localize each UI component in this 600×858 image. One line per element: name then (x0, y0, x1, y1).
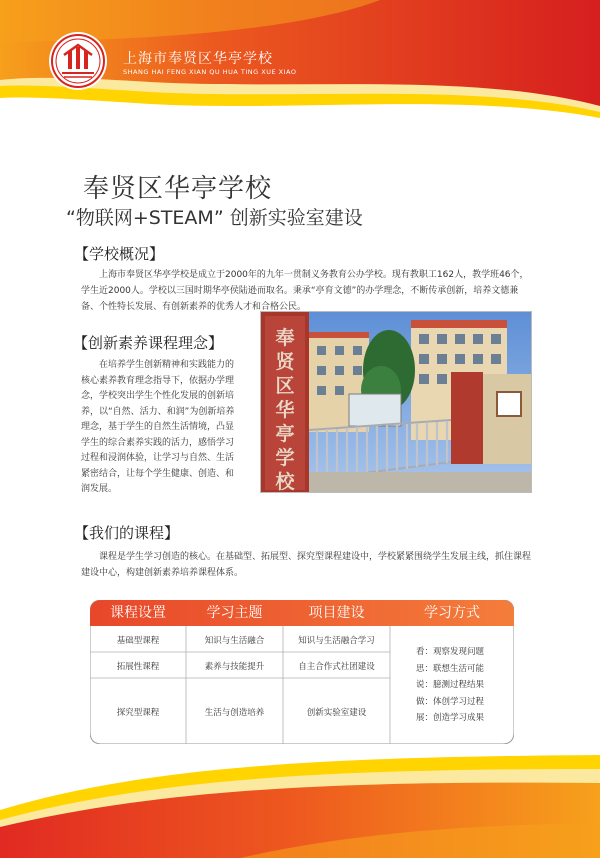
overview-text: 上海市奉贤区华亭学校是成立于2000年的九年一贯制义务教育公办学校。现有教职工162人，教学班46个，学生近2000人。学校以三国时期华亭侯陆逊而取名。秉承“亭育文德”的办学理念，不断传承创新，培养文德兼备、个性特长发展、有创新素养的优秀人才和合格公民。 (81, 270, 529, 312)
table-cell: 创新实验室建设 (306, 708, 367, 718)
gate-inscription-char: 学 (275, 447, 295, 469)
overview-heading: 【学校概况】 (74, 245, 165, 263)
table-cell: 基础型课程 (116, 636, 160, 646)
table-cell: 自主合作式社团建设 (298, 662, 375, 672)
gate-inscription-char: 校 (275, 471, 295, 493)
school-name-cn: 上海市奉贤区华亭学校 (123, 51, 273, 67)
table-header-cell: 学习方式 (424, 605, 480, 621)
learning-way-item: 看：观察发现问题 (416, 647, 485, 657)
gate-inscription-char: 华 (275, 399, 295, 421)
table-cell: 生活与创造培养 (204, 708, 265, 718)
table-header-cell: 项目建设 (308, 605, 365, 621)
school-gate-illustration (261, 312, 532, 493)
concept-text: 在培养学生创新精神和实践能力的核心素养教育理念指导下，依据办学理念，学校突出学生个性化发展的创新培养，以“自然、活力、和润”为创新培养理念，基于学生的自然生活情境，凸显学生的综合素养实践的活力，感悟学习过程和浸润体验，让学习与自然、生活紧密结合，让每个学生健康、创造、和润发展。 (81, 360, 235, 494)
school-name-en: SHANG HAI FENG XIAN QU HUA TING XUE XIAO (123, 68, 297, 76)
school-gate-photo (260, 311, 532, 493)
courses-text: 课程是学生学习创造的核心。在基础型、拓展型、探究型课程建设中，学校紧紧围绕学生发展主线，抓住课程建设中心，构建创新素养培养课程体系。 (81, 552, 532, 578)
gate-inscription-char: 区 (275, 375, 295, 397)
gate-inscription-char: 奉 (275, 327, 295, 349)
sub-title: “物联网+STEAM” 创新实验室建设 (66, 207, 363, 229)
learning-way-item: 思：联想生活可能 (416, 663, 485, 674)
table-cell: 素养与技能提升 (204, 662, 265, 672)
learning-way-item: 说：臆测过程结果 (416, 680, 485, 690)
learning-way-item: 做：体创学习过程 (416, 696, 485, 707)
gate-inscription-char: 贤 (275, 351, 295, 373)
gate-inscription-char: 亭 (275, 423, 295, 445)
course-table (90, 600, 514, 744)
table-cell: 拓展性课程 (116, 662, 160, 672)
courses-heading: 【我们的课程】 (74, 524, 180, 542)
main-title: 奉贤区华亭学校 (83, 174, 273, 204)
concept-heading: 【创新素养课程理念】 (73, 334, 224, 352)
table-cell: 探究型课程 (116, 708, 160, 718)
school-emblem-icon (48, 31, 108, 91)
table-header-cell: 学习主题 (206, 605, 263, 621)
footer-band (0, 735, 600, 858)
table-cell: 知识与生活融合学习 (298, 636, 375, 646)
learning-ways-list (416, 644, 484, 727)
table-cell: 知识与生活融合 (204, 636, 265, 646)
learning-way-item: 展：创造学习成果 (416, 713, 485, 723)
table-header-cell: 课程设置 (110, 605, 166, 621)
